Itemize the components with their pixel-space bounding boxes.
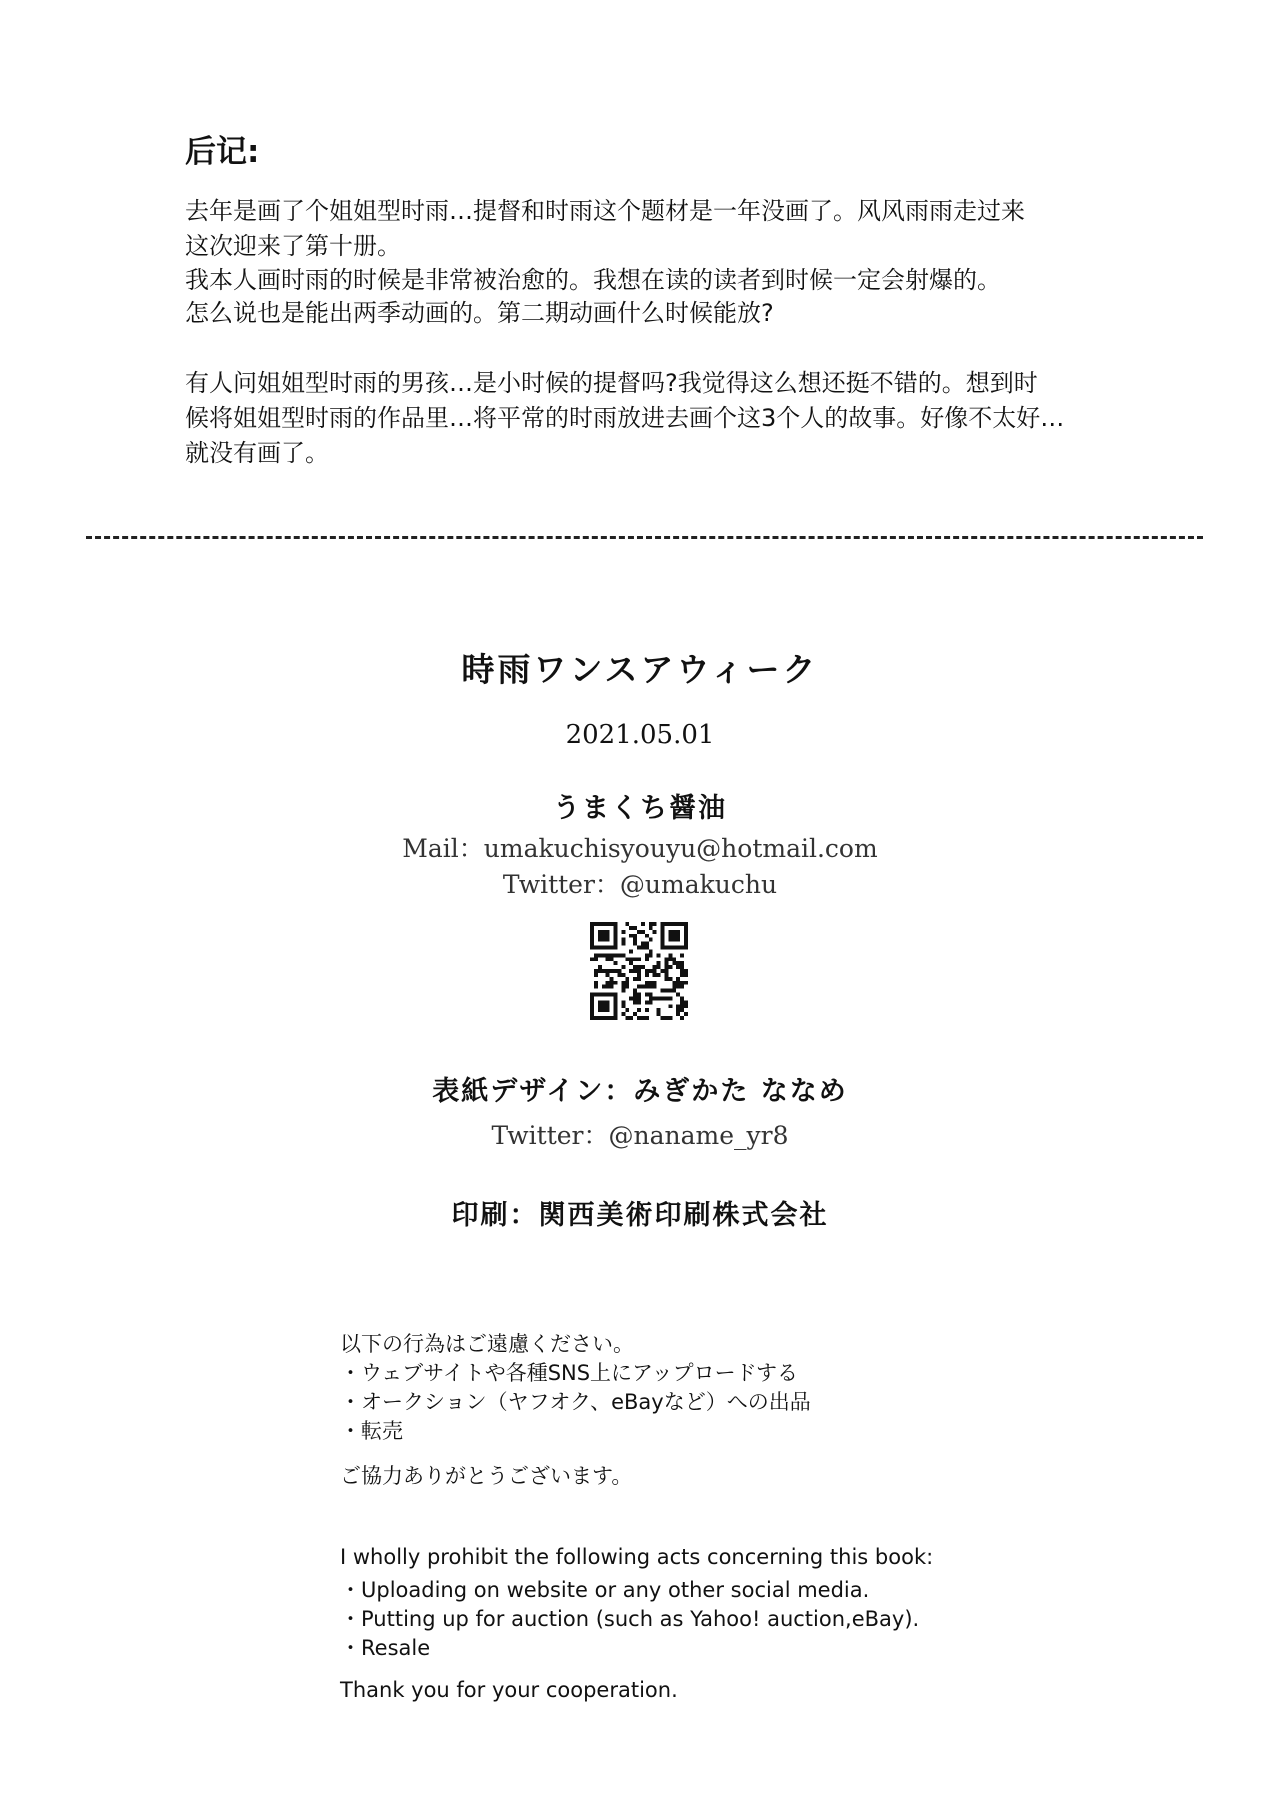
- book-title: 時雨ワンスアウィーク: [461, 650, 819, 689]
- printer-credit: 印刷：関西美術印刷株式会社: [451, 1200, 829, 1231]
- qr-code: [590, 922, 688, 1020]
- afterword-line: 就没有画了。: [185, 439, 329, 467]
- notice-en-intro: I wholly prohibit the following acts concerning this book:: [340, 1545, 934, 1569]
- notice-ja-intro: 以下の行為はご遠慮ください。: [340, 1332, 634, 1356]
- notice-en-item: ・Putting up for auction (such as Yahoo! auction,eBay).: [340, 1607, 920, 1631]
- author-name: うまくち醤油: [553, 793, 727, 824]
- notice-en-item: ・Resale: [340, 1636, 431, 1660]
- afterword-line: 去年是画了个姐姐型时雨…提督和时雨这个题材是一年没画了。风风雨雨走过来: [185, 197, 1025, 225]
- notice-ja-thanks: ご協力ありがとうございます。: [340, 1464, 633, 1488]
- publish-date: 2021.05.01: [565, 720, 715, 750]
- afterword-line: 有人问姐姐型时雨的男孩…是小时候的提督吗?我觉得这么想还挺不错的。想到时: [185, 369, 1038, 397]
- afterword-line: 怎么说也是能出两季动画的。第二期动画什么时候能放?: [185, 299, 774, 327]
- afterword-heading: 后记:: [185, 134, 260, 170]
- author-mail: Mail：umakuchisyouyu@hotmail.com: [402, 834, 878, 863]
- cover-designer-twitter: Twitter：@naname_yr8: [491, 1121, 789, 1150]
- notice-en-thanks: Thank you for your cooperation.: [340, 1678, 678, 1702]
- notice-ja-item: ・オークション（ヤフオク、eBayなど）への出品: [340, 1390, 811, 1414]
- notice-en-item: ・Uploading on website or any other social media.: [340, 1578, 870, 1602]
- dashed-divider: [86, 536, 1203, 539]
- author-twitter: Twitter：@umakuchu: [502, 870, 778, 899]
- afterword-line: 这次迎来了第十册。: [185, 232, 401, 260]
- notice-ja-item: ・ウェブサイトや各種SNS上にアップロードする: [340, 1361, 798, 1385]
- afterword-line: 我本人画时雨的时候是非常被治愈的。我想在读的读者到时候一定会射爆的。: [185, 266, 1001, 294]
- notice-ja-item: ・転売: [340, 1419, 403, 1443]
- cover-design-credit: 表紙デザイン：みぎかた ななめ: [432, 1076, 848, 1107]
- afterword-line: 候将姐姐型时雨的作品里…将平常的时雨放进去画个这3个人的故事。好像不太好…: [185, 404, 1065, 432]
